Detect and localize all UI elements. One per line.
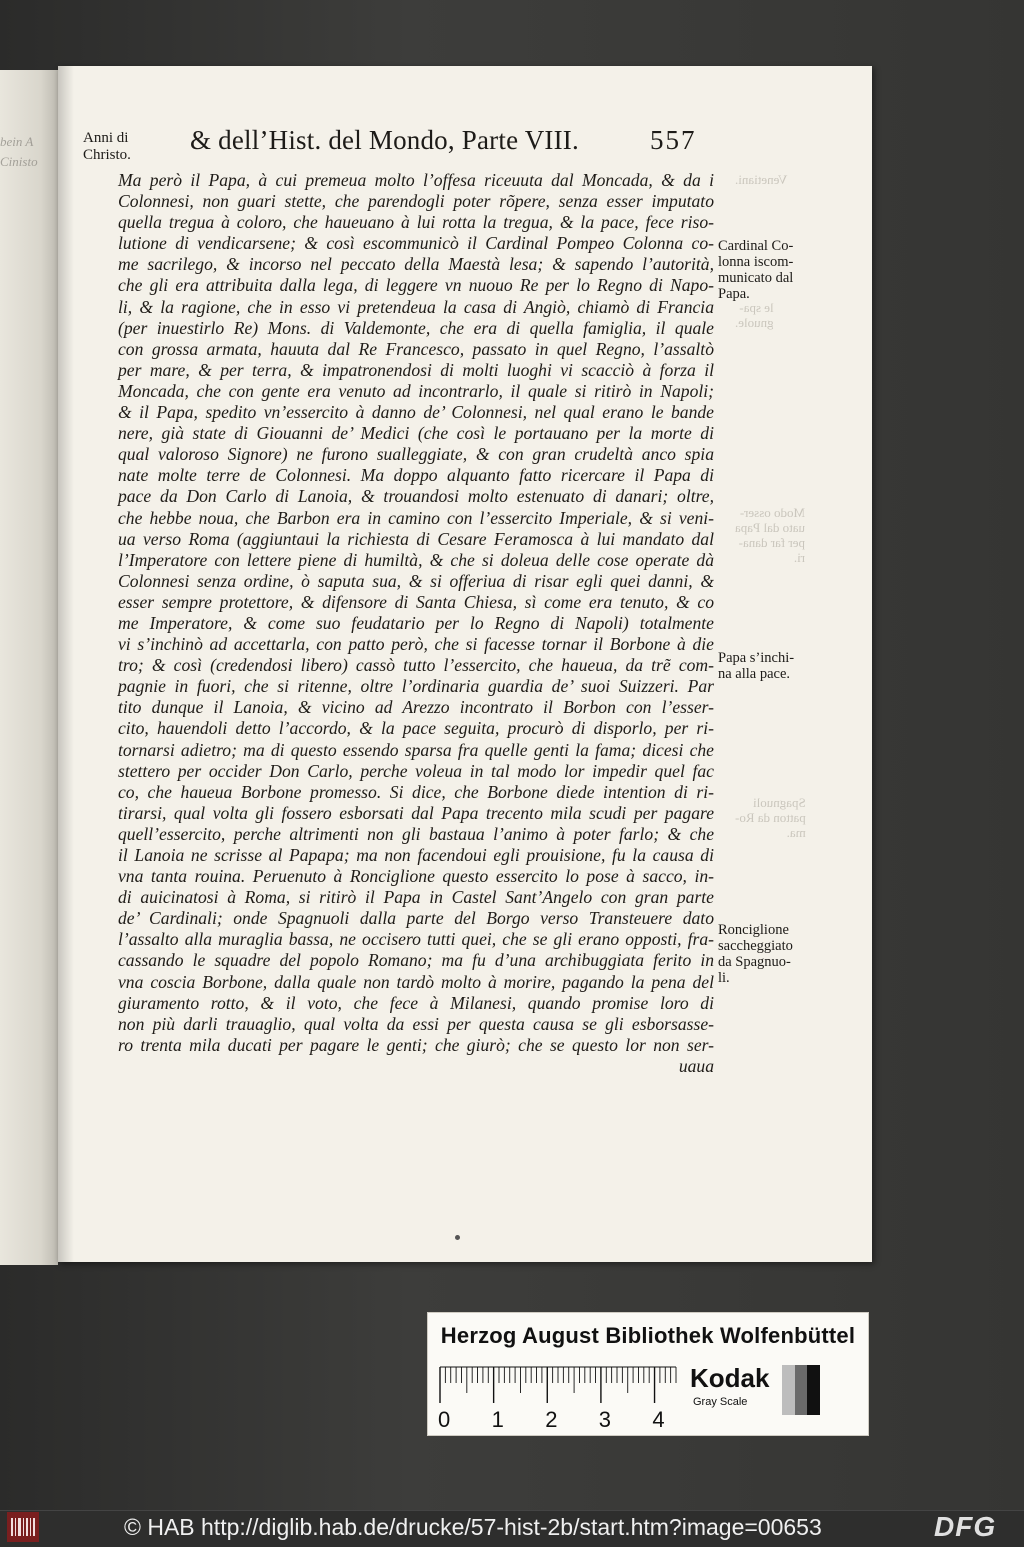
text-line: Ma però il Papa, à cui premeua molto l’offesa riceuuta dal Moncada, & da i <box>118 170 714 190</box>
bleed-through-text: le spa- gnuole. <box>735 300 774 330</box>
text-line: tito dunque il Lanoia, & vicino ad Arezzo incontrato il Borbon con l’esser- <box>118 697 714 718</box>
text-line: tro; & così (credendosi libero) cassò tutto l’essercito, che haueua, da trẽ com- <box>118 655 714 676</box>
text-line: tornarsi adietro; ma di questo essendo sparsa fra quelle genti la fama; dicesi che <box>118 739 714 760</box>
ruler-number: 2 <box>545 1407 558 1432</box>
ruler-numbers <box>438 1407 698 1435</box>
ruler-scale <box>438 1365 678 1405</box>
margin-note-line: municato dal <box>718 270 794 286</box>
margin-year-label <box>83 130 153 164</box>
text-line: di auicinatosi à Roma, si ritirò il Papa in Castel Sant’Angelo con gran parte <box>118 887 714 908</box>
ruler-number: 3 <box>598 1407 612 1432</box>
text-line: Colonnesi senza ordine, ò saputa sua, & si offeriua di risar egli quei danni, & <box>118 570 714 591</box>
margin-note-line: Cardinal Co- <box>718 238 794 254</box>
margin-note-cardinal-colonna <box>718 238 813 302</box>
text-line: pace da Don Carlo di Lanoia, & trouandosi molto estenuato di danari; oltre, <box>118 486 714 507</box>
bleed-through-text: Venetiani. <box>735 172 788 187</box>
body-text <box>118 170 714 1077</box>
page-number: 557 <box>650 125 697 155</box>
ruler-number: 1 <box>491 1407 504 1432</box>
text-line: nate molte terre de Colonnesi. Ma doppo alquanto fatto ricercare il Papa di <box>118 465 714 486</box>
bleed-through-text: Spagnuoli patton da Ro- ma. <box>735 795 806 840</box>
text-line: uaua <box>678 1055 714 1076</box>
text-line: l’assalto alla muraglia bassa, ne occisero tutti quei, che se gli erano opposti, fra- <box>118 929 714 950</box>
gray-scale-label: Gray Scale <box>693 1396 748 1408</box>
barcode-logo-icon <box>7 1512 39 1542</box>
text-line: ro trenta mila ducati per pagare le genti; che giurò; che se questo lor non ser- <box>118 1034 714 1055</box>
text-line: li, & la ragione, che in esso vi pretendeua la casa di Angiò, chiamò di Francia <box>118 296 714 317</box>
text-line: vna tanta rouina. Peruenuto à Ronciglione questo essercito lo pose à sacco, in- <box>118 866 714 887</box>
margin-note-line: Papa. <box>718 286 750 302</box>
text-line: quell’essercito, perche altrimenti non gli bastaua l’animo à poter farlo; & che <box>118 823 714 844</box>
copyright-url-link[interactable]: © HAB http://diglib.hab.de/drucke/57-hist-2b/start.htm?image=00653 <box>124 1514 822 1540</box>
text-line: me sacrilego, & incorso nel peccato della Maestà lesa; & sapendo l’autorità, <box>118 254 714 275</box>
margin-year-label-line2: Christo. <box>83 147 131 163</box>
text-line: vi s’inchinò ad accettarla, con patto però, che si facesse tornar il Borbone à die <box>118 634 714 655</box>
margin-year-label-line1: Anni di <box>83 130 129 146</box>
margin-note-line: da Spagnuo- <box>718 954 791 970</box>
text-line: non più darli trauaglio, qual volta da essi per questa causa se gli esborsasse- <box>118 1013 714 1034</box>
dfg-logo: DFG <box>934 1511 997 1542</box>
gray-scale-patch <box>782 1365 820 1415</box>
ruler-number: 0 <box>438 1407 451 1432</box>
margin-note-line: lonna iscom- <box>718 254 794 270</box>
text-line: Colonnesi, non guari stette, che parendogli poter rõpere, senza esser imputato <box>118 191 714 212</box>
text-line: giuramento rotto, & il voto, che fece à Milanesi, quando promise loro di <box>118 992 714 1013</box>
margin-note-papa-pace <box>718 650 813 682</box>
text-line: con grossa armata, hauuta dal Re Francesco, passato in quel Regno, l’assaltò <box>118 338 714 359</box>
text-line: pagnie in fuori, che si ritenne, oltre l’ordinaria guardia de’ suoi Suizzeri. Par <box>118 676 714 697</box>
margin-note-ronciglione <box>718 922 813 986</box>
kodak-logo: Kodak <box>690 1363 770 1393</box>
margin-note-line: li. <box>718 970 730 986</box>
text-line: cassando le squadre del popolo Romano; ma fu d’una archibuggiata ferito in <box>118 950 714 971</box>
ink-dot <box>455 1235 460 1240</box>
text-line: il Lanoia ne scrisse al Papapa; ma non facendoui egli prouisione, fu la causa di <box>118 845 714 865</box>
text-line: quella tregua à coloro, che haueuano à lui rotta la tregua, & la pace, fece riso- <box>118 212 714 233</box>
ruler-number: 4 <box>652 1407 665 1432</box>
color-calibration-card <box>427 1312 869 1436</box>
running-title: & dell’Hist. del Mondo, Parte VIII. <box>190 125 579 155</box>
bleed-through-text: Modo osser- uato dal Papa per far dana- ri. <box>735 505 806 565</box>
text-line: & il Papa, spedito vn’essercito à danno de’ Colonnesi, nel qual erano le bande <box>118 402 714 423</box>
text-line: lutione di vendicarsene; & così escommunicò il Cardinal Pompeo Colonna co- <box>118 233 714 254</box>
text-line: (per inuestirlo Re) Mons. di Valdemonte, che era di quella famiglia, il quale <box>118 317 714 338</box>
text-line: co, che haueua Borbone promesso. Si dice, che Borbone diede intention di ri- <box>118 781 714 802</box>
text-line: esser sempre protettore, & difensore di Santa Chiesa, sì come era tenuto, & co <box>118 591 714 612</box>
text-line: me Imperatore, & come suo feudatario per lo Regno di Napoli) totalmente <box>118 612 714 633</box>
margin-note-line: Ronciglione <box>718 922 789 938</box>
text-line: vna coscia Borbone, dalla quale non tardò molto à morire, pagando la pena del <box>118 971 714 992</box>
text-line: qual valoroso Signore) ne furono sualleggiate, & con gran crudeltà anco spia <box>118 444 714 465</box>
text-line: stettero per occider Don Carlo, perche voleua in tal modo lor impedir quel fac <box>118 760 714 781</box>
text-line: cito, hauendoli detto l’accordo, & la pace seguita, procurò di disporlo, per ri- <box>118 718 714 739</box>
text-line: che hebbe noua, che Barbon era in camino con l’essercito Imperiale, & si veni- <box>118 507 714 528</box>
margin-note-line: saccheggiato <box>718 938 793 954</box>
margin-note-line: na alla pace. <box>718 666 791 682</box>
margin-note-line: Papa s’inchi- <box>718 650 795 666</box>
text-line: che gli era attribuita dalla lega, di leggere vn nuouo Re per lo Regno di Napo- <box>118 275 714 296</box>
text-line: per mare, & per terra, & impatronendosi di molti luoghi vi scacciò à forza il <box>118 359 714 380</box>
text-line: nere, già state di Giouanni de’ Medici (che così le portauano per la morte di <box>118 423 714 444</box>
text-line: tirarsi, qual volta gli fossero esborsati dal Papa trecento mila scudi per pagare <box>118 802 714 823</box>
text-line: ua verso Roma (aggiuntaui la richiesta di Cesare Feramosca à lui mandato dal <box>118 528 714 549</box>
text-line: de’ Cardinali; onde Spagnuoli dalla parte del Borgo verso Transteuere dato <box>118 908 714 929</box>
institution-name: Herzog August Bibliothek Wolfenbüttel <box>440 1323 856 1348</box>
text-line: l’Imperatore con lettere piene di humiltà, & che si doleua delle cose operate dà <box>118 549 714 570</box>
page-gutter-shadow <box>58 66 74 1262</box>
text-line: Moncada, che con gente era venuto ad incontrarlo, il quale si ritirò in Napoli; <box>118 380 714 401</box>
previous-page-edge: bein A Cinisto <box>0 70 58 1265</box>
